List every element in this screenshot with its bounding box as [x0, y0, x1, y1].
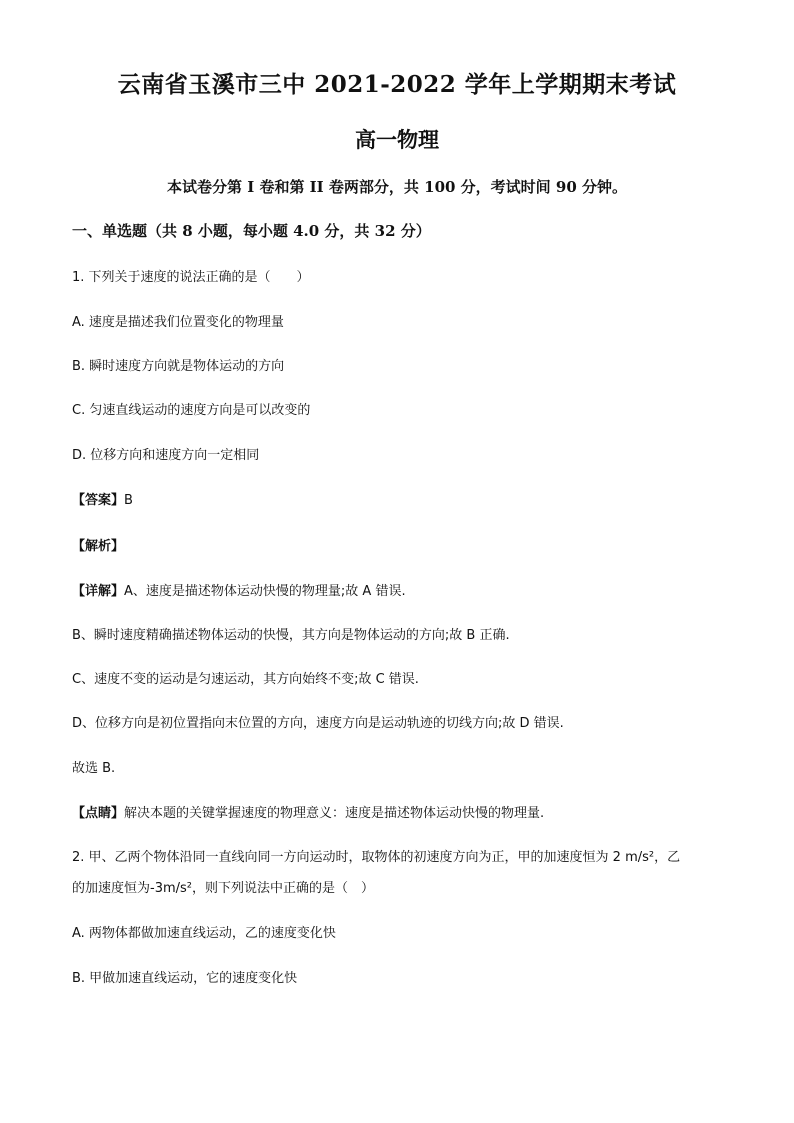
exam-note: 本试卷分第 I 卷和第 II 卷两部分，共 100 分，考试时间 90 分钟。: [166, 178, 627, 196]
q2-option-b: B. 甲做加速直线运动，它的速度变化快: [72, 971, 298, 986]
q1-option-a: A. 速度是描述我们位置变化的物理量: [72, 315, 284, 330]
comment-label: 【点睛】: [72, 806, 125, 821]
detail-text-a: A、速度是描述物体运动快慢的物理量;故 A 错误.: [124, 584, 406, 599]
q1-option-d: D. 位移方向和速度方向一定相同: [72, 448, 260, 463]
detail-line-c: C、速度不变的运动是匀速运动，其方向始终不变;故 C 错误.: [72, 672, 419, 687]
detail-line-a: [72, 580, 406, 599]
q1-stem: 1. 下列关于速度的说法正确的是（ ）: [72, 270, 310, 285]
section-heading: 一、单选题（共 8 小题，每小题 4.0 分，共 32 分）: [72, 222, 431, 240]
detail-conclusion: 故选 B.: [72, 761, 116, 776]
answer-value: B: [124, 493, 133, 508]
comment-line: [72, 802, 544, 821]
analysis-label: 【解析】: [72, 539, 125, 554]
exam-subtitle: 高一物理: [355, 127, 439, 152]
detail-line-b: B、瞬时速度精确描述物体运动的快慢，其方向是物体运动的方向;故 B 正确.: [72, 628, 510, 643]
exam-title: 云南省玉溪市三中 2021-2022 学年上学期期末考试: [117, 71, 677, 98]
q1-option-b: B. 瞬时速度方向就是物体运动的方向: [72, 359, 285, 374]
comment-text: 解决本题的关键掌握速度的物理意义：速度是描述物体运动快慢的物理量.: [124, 806, 545, 821]
q2-stem-line1: 2. 甲、乙两个物体沿同一直线向同一方向运动时，取物体的初速度方向为正，甲的加速度恒为 2 m/s²，乙: [72, 850, 681, 865]
q2-stem-line2: 的加速度恒为-3m/s²，则下列说法中正确的是（ ）: [72, 881, 374, 896]
q1-option-c: C. 匀速直线运动的速度方向是可以改变的: [72, 403, 311, 418]
detail-line-d: D、位移方向是初位置指向末位置的方向，速度方向是运动轨迹的切线方向;故 D 错误.: [72, 716, 564, 731]
q1-answer: [72, 489, 133, 508]
q2-option-a: A. 两物体都做加速直线运动，乙的速度变化快: [72, 926, 336, 941]
detail-label: 【详解】: [72, 584, 125, 599]
answer-label: 【答案】: [72, 493, 125, 508]
